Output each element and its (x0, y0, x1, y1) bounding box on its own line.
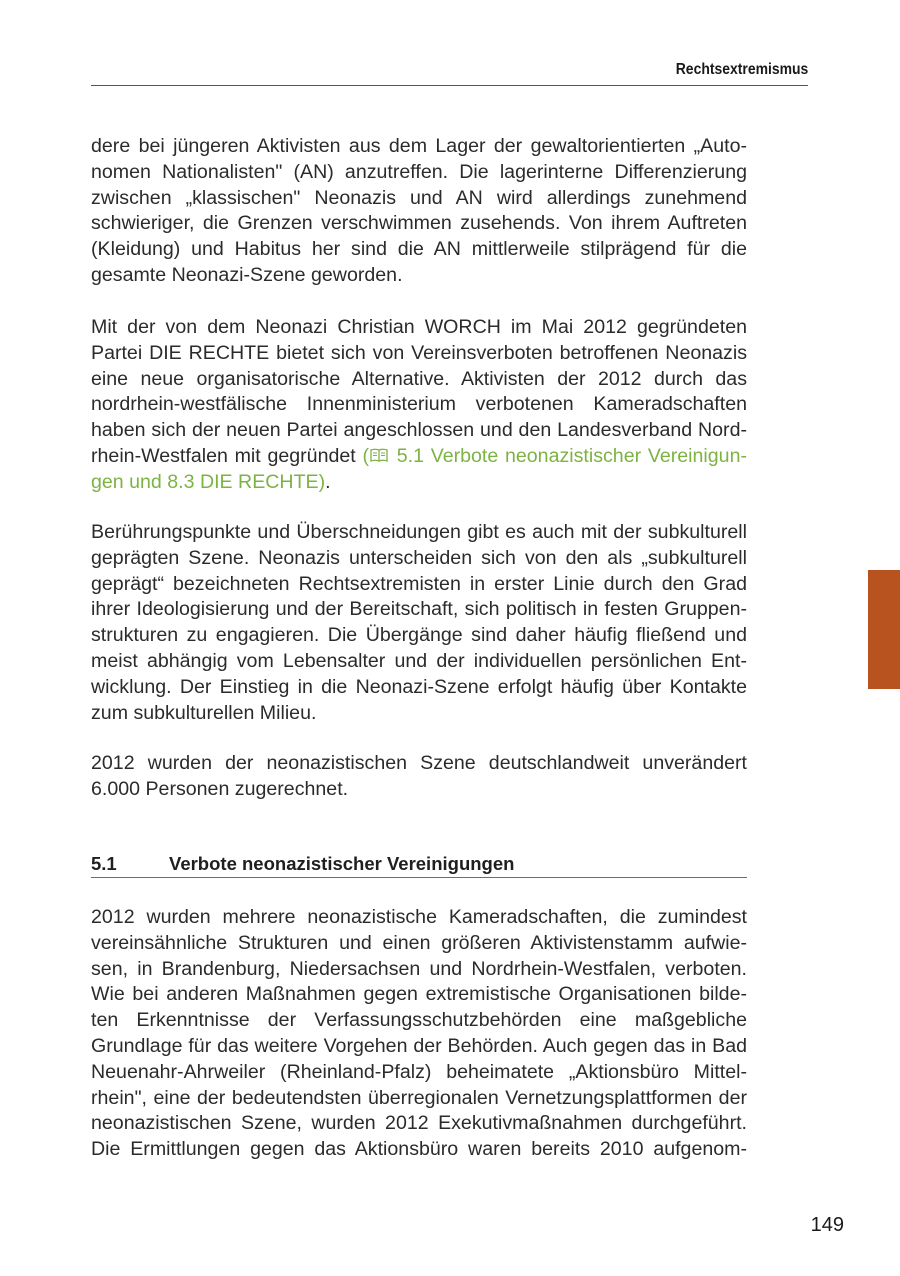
section-number: 5.1 (91, 853, 117, 874)
text-line: dere bei jüngeren Aktivisten aus dem Lager der gewaltorientierten „Auto- (91, 135, 747, 157)
text-line: zwischen „klassischen" Neonazis und AN wird allerdings zunehmend (91, 186, 747, 209)
page-number: 149 (810, 1214, 844, 1236)
text-line: Neuenahr-Ahrweiler (Rheinland-Pfalz) beheimatete „Aktionsbüro Mittel- (91, 1060, 747, 1083)
text-line: 2012 wurden der neonazistischen Szene deutschlandweit unverändert (91, 752, 747, 774)
text-line: (Kleidung) und Habitus her sind die AN mittlerweile stilprägend für die (91, 238, 747, 261)
cross-reference-link[interactable] (362, 445, 747, 467)
section-paragraph (91, 905, 747, 1163)
paragraph-2 (91, 315, 747, 496)
text-line: ihrer Ideologisierung und der Bereitschaft, sich politisch in festen Gruppen- (91, 598, 747, 621)
text-line: neonazistischen Szene, wurden 2012 Exekutivmaßnahmen durchgeführt. (91, 1112, 747, 1135)
paragraph-1 (91, 134, 747, 289)
text-line: nomen Nationalisten" (AN) anzutreffen. Die lagerinterne Differenzierung (91, 160, 747, 183)
text-line: geprägt“ bezeichneten Rechtsextremisten in erster Linie durch den Grad (91, 572, 747, 595)
text-line: 2012 wurden mehrere neonazistische Kameradschaften, die zumindest (91, 906, 747, 928)
text-line: Partei DIE RECHTE bietet sich von Vereinsverboten betroffenen Neonazis (91, 341, 747, 364)
text-line: sen, in Brandenburg, Niedersachsen und Nordrhein-Westfalen, verboten. (91, 957, 747, 980)
book-icon (370, 448, 388, 464)
text-line: strukturen zu engagieren. Die Übergänge sind daher häufig fließend und (91, 624, 747, 647)
text-line: gesamte Neonazi-Szene geworden. (91, 263, 403, 286)
text-line: eine neue organisatorische Alternative. Aktivisten der 2012 durch das (91, 367, 747, 390)
text-line: meist abhängig vom Lebensalter und der individuellen persönlichen Ent- (91, 649, 747, 672)
paragraph-4 (91, 751, 747, 803)
section-title: Verbote neonazistischer Vereinigungen (169, 853, 515, 874)
text-line: zum subkulturellen Milieu. (91, 701, 317, 724)
xref-paren: ( (362, 444, 369, 467)
text-line: vereinsähnliche Strukturen und einen größeren Aktivistenstamm aufwie- (91, 931, 747, 954)
chapter-side-tab (868, 570, 900, 689)
text-line: 6.000 Personen zugerechnet. (91, 777, 349, 800)
text-line: ten Erkenntnisse der Verfassungsschutzbehörden eine maßgebliche (91, 1009, 747, 1032)
cross-reference-link-cont[interactable]: gen und 8.3 DIE RECHTE) (91, 470, 326, 493)
text-line: Wie bei anderen Maßnahmen gegen extremistische Organisationen bilde- (91, 983, 747, 1006)
xref-text: 5.1 Verbote neonazistischer Vereinigun- (389, 444, 747, 467)
text-line: Grundlage für das weitere Vorgehen der Behörden. Auch gegen das in Bad (91, 1034, 747, 1057)
text-line: Die Ermittlungen gegen das Aktionsbüro waren bereits 2010 aufgenom- (91, 1138, 747, 1161)
text-line: Berührungspunkte und Überschneidungen gibt es auch mit der subkulturell (91, 521, 747, 543)
text-line: nordrhein-westfälische Innenministerium verbotenen Kameradschaften (91, 393, 747, 416)
text-line: Mit der von dem Neonazi Christian WORCH im Mai 2012 gegründeten (91, 316, 747, 338)
text-line-with-xref (91, 470, 747, 496)
text-line: schwieriger, die Grenzen verschwimmen zusehends. Von ihrem Auftreten (91, 212, 747, 235)
text-fragment: . (325, 470, 331, 493)
text-line: geprägten Szene. Neonazis unterscheiden sich von den als „subkulturell (91, 546, 747, 569)
text-line: rhein", eine der bedeutendsten überregionalen Vernetzungsplattformen der (91, 1086, 747, 1109)
section-rule (91, 877, 747, 878)
header-rule (91, 85, 808, 86)
text-line: wicklung. Der Einstieg in die Neonazi-Szene erfolgt häufig über Kontakte (91, 675, 747, 698)
text-line-with-xref (91, 444, 747, 470)
text-fragment: rhein-Westfalen mit gegründet (91, 444, 363, 467)
text-line: haben sich der neuen Partei angeschlossen und den Landesverband Nord- (91, 419, 747, 442)
running-head-title: Rechtsextremismus (675, 61, 808, 78)
paragraph-3 (91, 520, 747, 726)
